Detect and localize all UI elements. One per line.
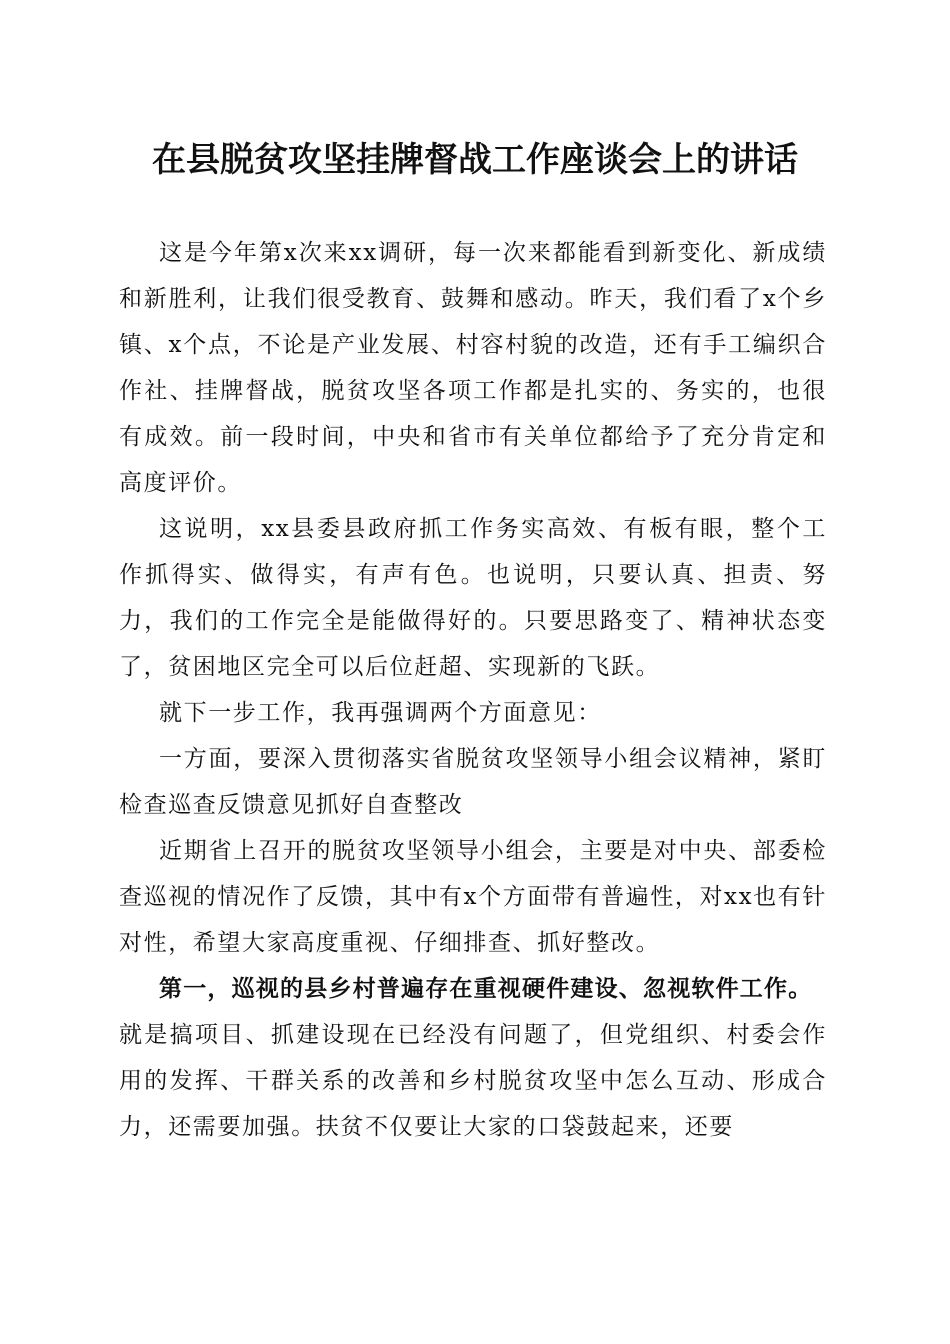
paragraph-4-heading: 一方面，要深入贯彻落实省脱贫攻坚领导小组会议精神，紧盯检查巡查反馈意见抓好自查整改 (119, 746, 827, 818)
paragraph-3: 就下一步工作，我再强调两个方面意见： (159, 700, 602, 726)
paragraph-1: 这是今年第x次来xx调研，每一次来都能看到新变化、新成绩和新胜利，让我们很受教育、鼓舞和感动。昨天，我们看了x个乡镇、x个点，不论是产业发展、村容村貌的改造，还有手工编织合作社、挂牌督战，脱贫攻坚各项工作都是扎实的、务实的，也很有成效。前一段时间，中央和省市有关单位都给予了充分肯定和高度评价。 (119, 240, 827, 496)
paragraph-6-first-point: 第一，巡视的县乡村普遍存在重视硬件建设、忽视软件工作。 (159, 975, 813, 1002)
document-body (119, 230, 827, 1150)
paragraph-5: 近期省上召开的脱贫攻坚领导小组会，主要是对中央、部委检查巡视的情况作了反馈，其中有x个方面带有普遍性，对xx也有针对性，希望大家高度重视、仔细排查、抓好整改。 (119, 838, 827, 956)
paragraph-2: 这说明，xx县委县政府抓工作务实高效、有板有眼，整个工作抓得实、做得实，有声有色。也说明，只要认真、担责、努力，我们的工作完全是能做得好的。只要思路变了、精神状态变了，贫困地区完全可以后位赶超、实现新的飞跃。 (119, 516, 827, 680)
document-title: 在县脱贫攻坚挂牌督战工作座谈会上的讲话 (152, 140, 798, 180)
paragraph-7: 就是搞项目、抓建设现在已经没有问题了，但党组织、村委会作用的发挥、干群关系的改善和乡村脱贫攻坚中怎么互动、形成合力，还需要加强。扶贫不仅要让大家的口袋鼓起来，还要 (119, 1022, 827, 1140)
